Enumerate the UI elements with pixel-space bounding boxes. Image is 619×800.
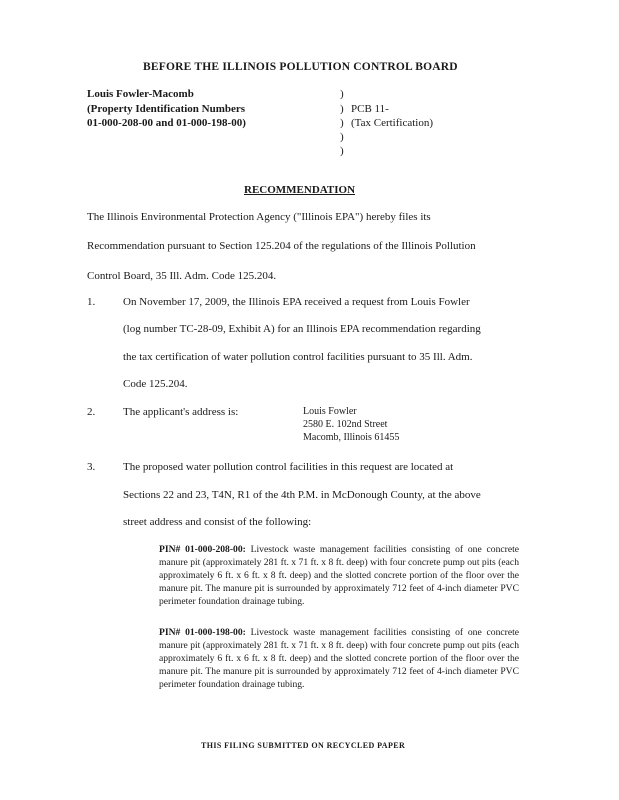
intro-line: Control Board, 35 Ill. Adm. Code 125.204. <box>87 270 277 282</box>
caption-bracket: ) <box>340 117 344 129</box>
address-line: Louis Fowler <box>303 406 357 417</box>
pin-description <box>159 626 519 691</box>
intro-line: Recommendation pursuant to Section 125.204 of the regulations of the Illinois Pollution <box>87 240 476 252</box>
recycled-paper-footer: THIS FILING SUBMITTED ON RECYCLED PAPER <box>201 741 406 750</box>
document-title: BEFORE THE ILLINOIS POLLUTION CONTROL BOARD <box>143 61 458 73</box>
caption-bracket: ) <box>340 88 344 100</box>
section-heading: RECOMMENDATION <box>244 184 356 196</box>
item-number: 3. <box>87 461 96 473</box>
caption-bracket: ) <box>340 145 344 157</box>
item3-line: Sections 22 and 23, T4N, R1 of the 4th P.M. in McDonough County, at the above <box>123 489 481 501</box>
item1-line: Code 125.204. <box>123 378 188 390</box>
intro-line: The Illinois Environmental Protection Agency ("Illinois EPA") hereby files its <box>87 211 431 223</box>
pin-number: PIN# 01-000-198-00: <box>159 627 246 638</box>
address-line: Macomb, Illinois 61455 <box>303 432 400 443</box>
pin-text: Livestock waste management facilities consisting of one concrete manure pit (approximately 281 ft. x 71 ft. x 8 ft. deep) with four concrete pump out pits (each approximately 6 ft. x 6 ft. x 8 ft. deep) and the slotted concrete portion of the floor over the manure pit. The manure pit is surrounded by approximately 712 feet of 4-inch diameter PVC perimeter foundation drainage tubing. <box>159 627 519 690</box>
pin-number: PIN# 01-000-208-00: <box>159 544 246 555</box>
item1-line: (log number TC-28-09, Exhibit A) for an Illinois EPA recommendation regarding <box>123 323 481 335</box>
property-id-numbers: 01-000-208-00 and 01-000-198-00) <box>87 117 246 129</box>
case-number: PCB 11- <box>351 103 389 115</box>
pin-description <box>159 543 519 608</box>
party-name: Louis Fowler-Macomb <box>87 88 194 100</box>
address-line: 2580 E. 102nd Street <box>303 419 388 430</box>
item-number: 2. <box>87 406 96 418</box>
property-id-label: (Property Identification Numbers <box>87 103 246 115</box>
item3-line: The proposed water pollution control facilities in this request are located at <box>123 461 454 473</box>
case-type: (Tax Certification) <box>351 117 434 129</box>
pin-text: Livestock waste management facilities consisting of one concrete manure pit (approximately 281 ft. x 71 ft. x 8 ft. deep) with four concrete pump out pits (each approximately 6 ft. x 6 ft. x 8 ft. deep) and the slotted concrete portion of the floor over the manure pit. The manure pit is surrounded by approximately 712 feet of 4-inch diameter PVC perimeter foundation drainage tubing. <box>159 544 519 607</box>
item1-line: the tax certification of water pollution control facilities pursuant to 35 Ill. Adm. <box>123 351 473 363</box>
item-number: 1. <box>87 296 96 308</box>
item1-line: On November 17, 2009, the Illinois EPA received a request from Louis Fowler <box>123 296 470 308</box>
caption-bracket: ) <box>340 103 344 115</box>
item3-line: street address and consist of the following: <box>123 516 312 528</box>
caption-bracket: ) <box>340 131 344 143</box>
address-label: The applicant's address is: <box>123 406 239 418</box>
